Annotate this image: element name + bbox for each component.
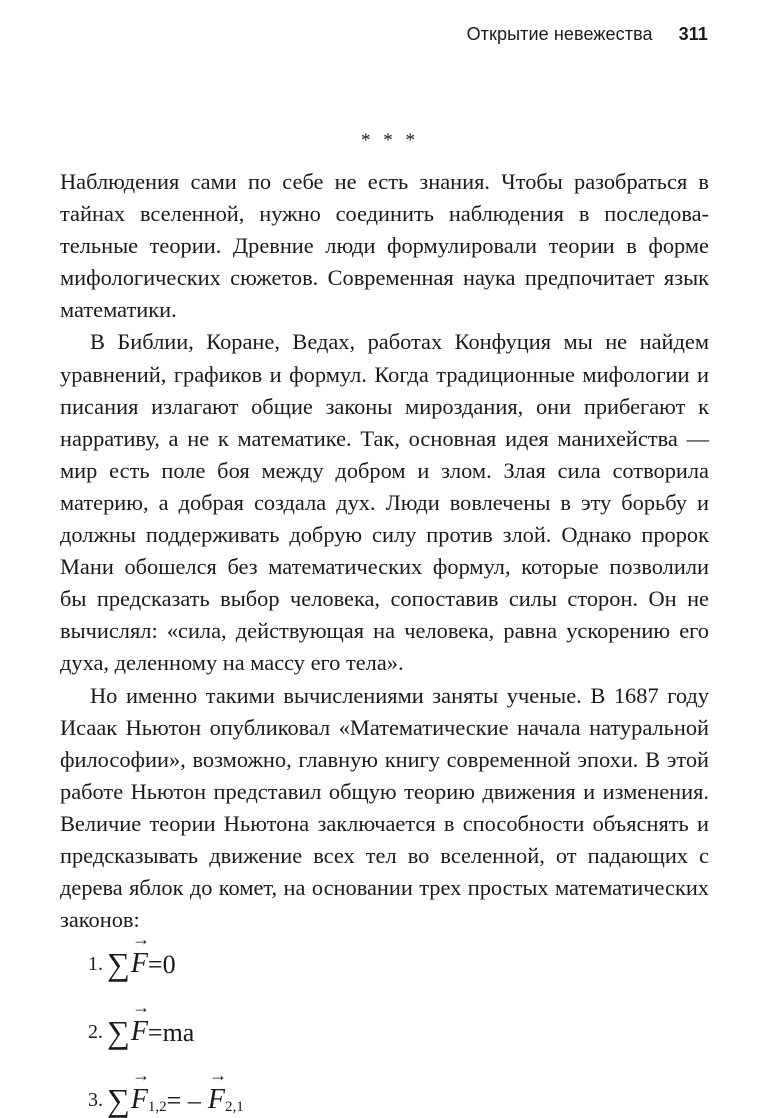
force-symbol: F [207,1084,225,1115]
page-number: 311 [678,24,708,44]
formula-equals: = – [166,1086,201,1115]
force-symbol: F [130,948,148,979]
force-vector [130,997,151,1048]
vector-arrow-icon: → [209,1065,228,1085]
vector-arrow-icon: → [132,1065,151,1085]
formula-number: 1. [88,953,103,975]
force-symbol: F [130,1084,148,1115]
subscript-right: 2,1 [224,1099,244,1115]
formula-first-law [88,912,244,980]
formula-number: 2. [88,1021,103,1043]
formula-rest: =ma [147,1018,195,1047]
formula-second-law [88,980,244,1048]
newton-laws-list [88,912,244,1116]
section-separator: * * * [361,130,419,151]
formula-number: 3. [88,1089,103,1111]
force-vector [130,1065,151,1116]
sigma-symbol: ∑ [107,1082,130,1118]
force-vector [207,1065,228,1116]
vector-arrow-icon: → [132,997,151,1017]
running-header [467,24,708,45]
vector-arrow-icon: → [132,929,151,949]
sigma-symbol: ∑ [107,1014,130,1050]
force-symbol: F [130,1016,148,1047]
formula-third-law [88,1048,244,1116]
force-vector [130,929,151,980]
paragraph: В Библии, Коране, Ведах, работах Конфуция мы не найдем уравнений, графиков и формул. Когда традиционные мифологии и писания излагают общие законы мироздания, они прибегают к нарративу, а не к математике. Так, основная идея манихейства — мир есть поле боя между добром и злом. Злая сила сотворила материю, а добрая создала дух. Люди вовлечены в эту борьбу и должны поддерживать добрую силу против злой. Однако пророк Мани обошелся без математических формул, которые позволили бы предсказать выбор человека, сопоставив силы сторон. Он не вычислял: «сила, действующая на человека, равна ускорению его духа, деленному на массу его тела». [60,329,709,676]
chapter-title: Открытие невежества [466,24,653,44]
body-text [60,166,709,936]
sigma-symbol: ∑ [107,946,130,982]
paragraph: Но именно такими вычислениями заняты ученые. В 1687 году Исаак Ньютон опубликовал «Математические начала натуральной философии», возможно, главную книгу современной эпохи. В этой работе Ньютон представил общую теорию движения и изменения. Величие теории Ньютона заключается в способности объяснять и предсказывать движение всех тел во вселенной, от падающих с дерева яблок до комет, на основании трех простых математических законов: [60,682,709,933]
paragraph: Наблюдения сами по себе не есть знания. Чтобы разобраться в тайнах вселенной, нужно соединить наблюдения в последовательные теории. Древние люди формулировали теории в форме мифологических сюжетов. Современная наука предпочитает язык математики. [60,169,709,323]
formula-rest: =0 [147,950,176,979]
subscript-left: 1,2 [147,1099,167,1115]
